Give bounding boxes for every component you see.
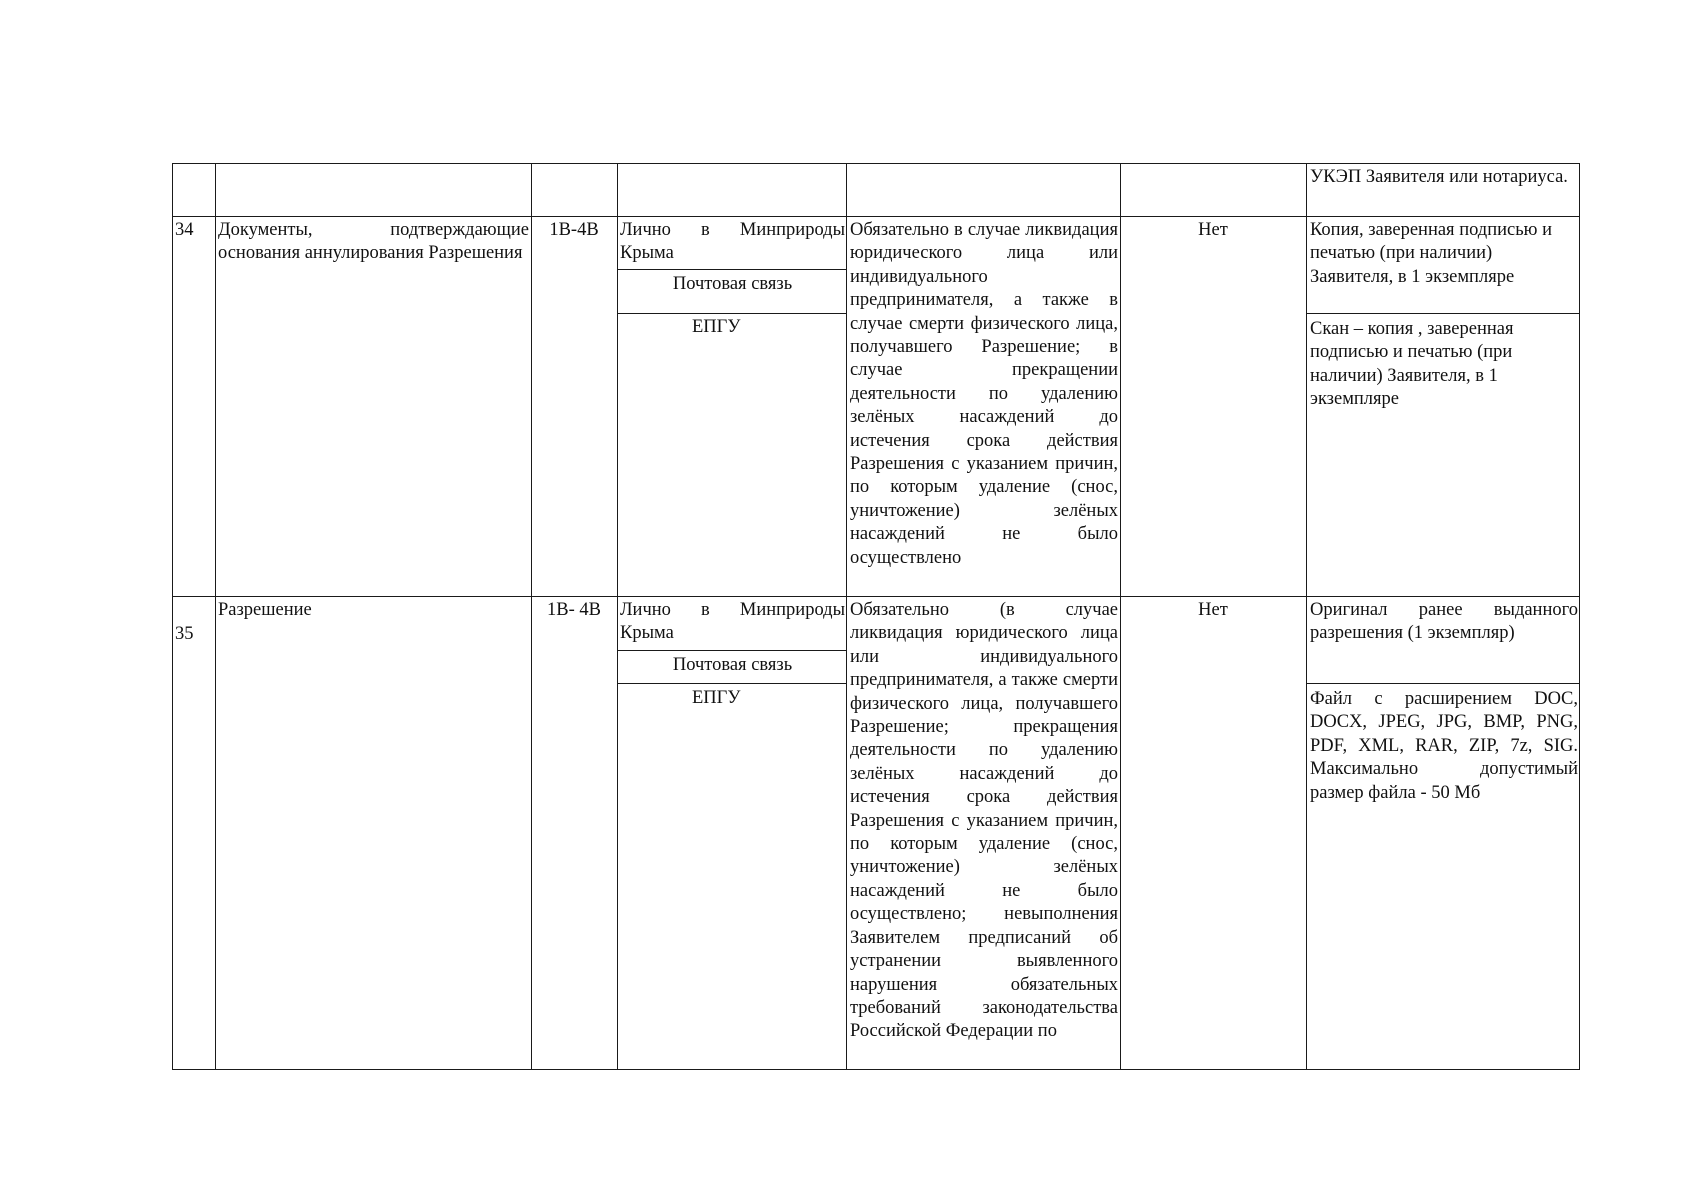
table-col-divider bbox=[215, 163, 216, 1070]
row-34-channel-epgu: ЕПГУ bbox=[692, 317, 741, 337]
table-border-bottom bbox=[172, 1069, 1580, 1070]
row-divider bbox=[172, 596, 1580, 597]
channel-divider bbox=[617, 313, 846, 314]
row-35-condition: Обязательно (в случае ликвидация юридического лица или индивидуального предпринимателя, а также смерти физического лица, получавшего Разрешение; прекращения деятельности по удалению зелёных насаждений до истечения срока действия Разрешения с указанием причин, по которым удаление (снос, уничтожение) зелёных насаждений не было осуществлено; невыполнения Заявителем предписаний об устранении выявленного нарушения обязательных требований законодательства Российской Федерации по bbox=[850, 600, 1118, 1042]
row-34-form-paper: Копия, заверенная подписью и печатью (при наличии) Заявителя, в 1 экземпляре bbox=[1310, 220, 1553, 287]
row-34-code: 1В-4В bbox=[549, 220, 599, 240]
row-34-channel-personal: Лично в Минприроды Крыма bbox=[620, 220, 845, 264]
row-35-flag: Нет bbox=[1198, 600, 1228, 620]
table-border-left bbox=[172, 163, 173, 1070]
form-divider bbox=[1306, 313, 1579, 314]
row-35-channel-post: Почтовая связь bbox=[672, 655, 793, 675]
channel-divider bbox=[617, 650, 846, 651]
row-34-number: 34 bbox=[175, 220, 194, 240]
row-34-flag: Нет bbox=[1198, 220, 1228, 240]
row-34-channel-post: Почтовая связь bbox=[672, 274, 793, 294]
row-35-form-paper: Оригинал ранее выданного разрешения (1 экземпляр) bbox=[1310, 600, 1578, 644]
table-border-top bbox=[172, 163, 1580, 164]
row-35-channel-epgu: ЕПГУ bbox=[692, 688, 741, 708]
table-border-right bbox=[1579, 163, 1580, 1070]
channel-divider bbox=[617, 269, 846, 270]
row-35-document-name: Разрешение bbox=[218, 600, 312, 620]
row-35-code: 1В- 4В bbox=[547, 600, 601, 620]
form-divider bbox=[1306, 683, 1579, 684]
table-col-divider bbox=[617, 163, 618, 1070]
table-col-divider bbox=[1306, 163, 1307, 1070]
table-col-divider bbox=[531, 163, 532, 1070]
row-34-condition: Обязательно в случае ликвидация юридического лица или индивидуального предпринимателя, а также в случае смерти физического лица, получавшего Разрешение; в случае прекращении деятельности по удалению зелёных насаждений до истечения срока действия Разрешения с указанием причин, по которым удаление (снос, уничтожение) зелёных насаждений не было осуществлено bbox=[850, 220, 1118, 568]
row-35-number: 35 bbox=[175, 624, 194, 644]
table-col-divider bbox=[1120, 163, 1121, 1070]
row-35-channel-personal: Лично в Минприроды Крыма bbox=[620, 600, 845, 644]
channel-divider bbox=[617, 683, 846, 684]
top-row-form-text: УКЭП Заявителя или нотариуса. bbox=[1310, 167, 1568, 187]
row-34-form-electronic: Скан – копия , заверенная подписью и печатью (при наличии) Заявителя, в 1 экземпляре bbox=[1310, 319, 1514, 410]
row-35-form-electronic: Файл с расширением DOC, DOCX, JPEG, JPG, BMP, PNG, PDF, XML, RAR, ZIP, 7z, SIG. Максимально допустимый размер файла - 50 Мб bbox=[1310, 689, 1578, 803]
row-divider bbox=[172, 216, 1580, 217]
table-col-divider bbox=[846, 163, 847, 1070]
row-34-document-name: Документы, подтверждающие основания аннулирования Разрешения bbox=[218, 220, 529, 264]
